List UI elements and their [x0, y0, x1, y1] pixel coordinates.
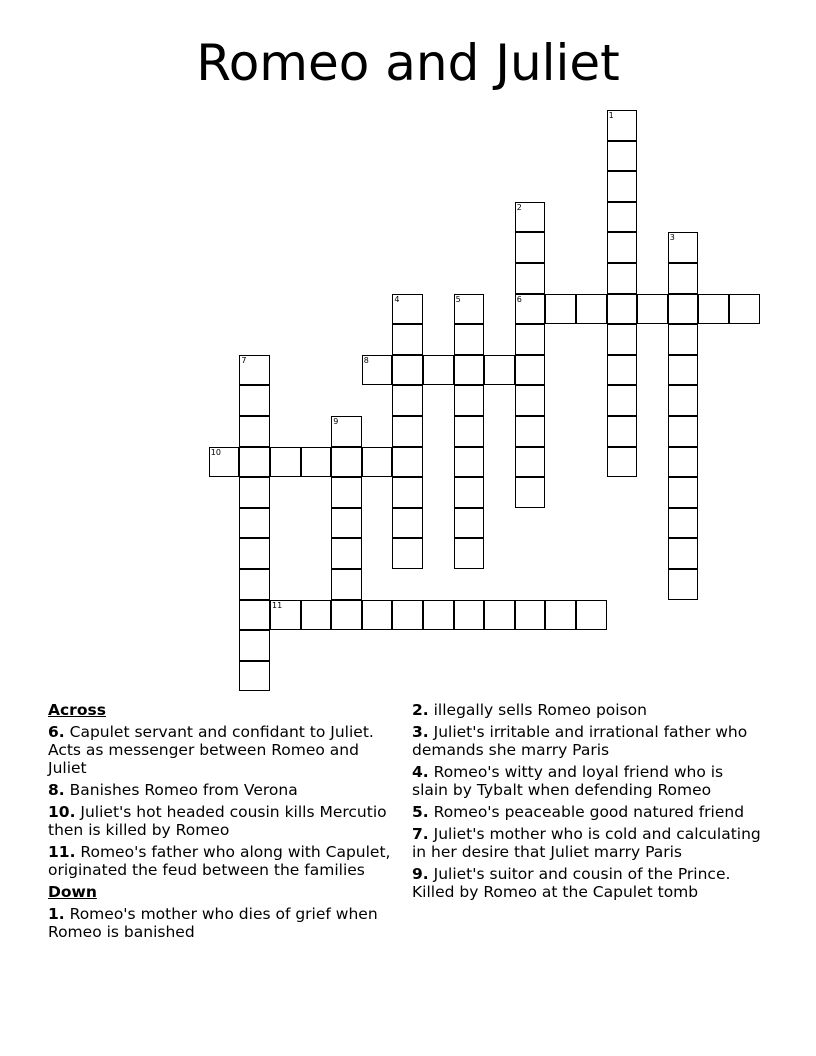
grid-cell[interactable] — [607, 171, 638, 202]
grid-cell[interactable] — [239, 385, 270, 416]
grid-cell[interactable] — [576, 600, 607, 631]
down-clue-list-right — [412, 701, 762, 901]
grid-cell[interactable] — [607, 141, 638, 172]
grid-cell[interactable] — [515, 447, 546, 478]
clue-number-label: 9 — [333, 417, 339, 426]
puzzle-title: Romeo and Juliet — [196, 34, 620, 92]
grid-cell[interactable] — [668, 538, 699, 569]
grid-cell[interactable] — [607, 447, 638, 478]
grid-cell[interactable] — [239, 661, 270, 692]
clue-number-label: 1 — [608, 111, 614, 120]
grid-cell[interactable] — [331, 477, 362, 508]
clue-item — [48, 905, 398, 941]
across-clue-list — [48, 723, 398, 879]
grid-cell[interactable] — [454, 600, 485, 631]
grid-cell[interactable] — [454, 477, 485, 508]
clue-number-label: 5 — [455, 294, 461, 304]
grid-cell[interactable] — [239, 508, 270, 539]
clue-number-label: 6 — [516, 294, 522, 304]
clue-item — [48, 803, 398, 839]
clue-item — [412, 865, 762, 901]
clue-number: 9. — [412, 865, 429, 883]
grid-cell[interactable] — [331, 538, 362, 569]
clue-item — [412, 723, 762, 759]
grid-cell[interactable] — [331, 508, 362, 539]
clues-right-column — [412, 701, 762, 905]
grid-cell[interactable] — [515, 355, 546, 386]
grid-cell[interactable] — [239, 447, 270, 478]
grid-cell[interactable] — [668, 232, 699, 263]
grid-cell[interactable] — [301, 600, 332, 631]
grid-cell[interactable] — [484, 600, 515, 631]
grid-cell[interactable] — [607, 324, 638, 355]
clue-item — [48, 781, 398, 799]
grid-cell[interactable] — [637, 294, 668, 325]
clue-text: Romeo's mother who dies of grief when Romeo is banished — [48, 905, 378, 941]
clue-item — [412, 701, 762, 719]
clue-number-label: 4 — [394, 294, 400, 304]
clue-number: 4. — [412, 763, 429, 781]
grid-cell[interactable] — [668, 569, 699, 600]
grid-cell[interactable] — [515, 294, 546, 325]
grid-cell[interactable] — [331, 569, 362, 600]
clue-text: Romeo's peaceable good natured friend — [433, 803, 745, 821]
grid-cell[interactable] — [668, 477, 699, 508]
clue-number: 2. — [412, 701, 429, 719]
grid-cell[interactable] — [515, 202, 546, 233]
clue-number: 8. — [48, 781, 65, 799]
grid-cell[interactable] — [515, 263, 546, 294]
grid-cell[interactable] — [454, 324, 485, 355]
grid-cell[interactable] — [239, 416, 270, 447]
grid-cell[interactable] — [668, 385, 699, 416]
clue-number-label: 10 — [210, 447, 221, 457]
grid-cell[interactable] — [576, 294, 607, 325]
grid-cell[interactable] — [454, 416, 485, 447]
grid-cell[interactable] — [301, 447, 332, 478]
grid-cell[interactable] — [607, 355, 638, 386]
grid-cell[interactable] — [392, 447, 423, 478]
clue-text: Juliet's irritable and irrational father who demands she marry Paris — [412, 723, 748, 759]
grid-cell[interactable] — [331, 447, 362, 478]
grid-cell[interactable] — [270, 447, 301, 478]
grid-cell[interactable] — [423, 600, 454, 631]
grid-cell[interactable] — [607, 385, 638, 416]
grid-cell[interactable] — [454, 385, 485, 416]
grid-cell[interactable] — [607, 202, 638, 233]
clue-item — [48, 843, 398, 879]
grid-cell[interactable] — [362, 600, 393, 631]
grid-cell[interactable] — [239, 569, 270, 600]
grid-cell[interactable] — [392, 538, 423, 569]
grid-cell[interactable] — [545, 294, 576, 325]
down-clue-list-left — [48, 905, 398, 941]
clue-number: 5. — [412, 803, 429, 821]
grid-cell[interactable] — [239, 477, 270, 508]
grid-cell[interactable] — [545, 600, 576, 631]
grid-cell[interactable] — [331, 416, 362, 447]
clue-number-label: 11 — [272, 600, 283, 610]
grid-cell[interactable] — [668, 263, 699, 294]
grid-cell[interactable] — [607, 110, 638, 141]
grid-cell[interactable] — [270, 600, 301, 631]
clue-item — [412, 803, 762, 821]
grid-cell[interactable] — [515, 324, 546, 355]
grid-cell[interactable] — [239, 355, 270, 386]
clue-item — [48, 723, 398, 777]
clue-number: 1. — [48, 905, 65, 923]
grid-cell[interactable] — [515, 232, 546, 263]
clues-left-column — [48, 701, 398, 945]
grid-cell[interactable] — [239, 630, 270, 661]
clue-text: Romeo's father who along with Capulet, originated the feud between the families — [48, 843, 391, 879]
grid-cell[interactable] — [392, 508, 423, 539]
clue-number: 7. — [412, 825, 429, 843]
clue-text: Juliet's hot headed cousin kills Mercutio then is killed by Romeo — [48, 803, 387, 839]
grid-cell[interactable] — [729, 294, 760, 325]
grid-cell[interactable] — [392, 477, 423, 508]
grid-cell[interactable] — [362, 447, 393, 478]
grid-cell[interactable] — [454, 447, 485, 478]
grid-cell[interactable] — [392, 385, 423, 416]
grid-cell[interactable] — [668, 324, 699, 355]
grid-cell[interactable] — [392, 294, 423, 325]
grid-cell[interactable] — [698, 294, 729, 325]
grid-cell[interactable] — [454, 355, 485, 386]
grid-cell[interactable] — [362, 355, 393, 386]
grid-cell[interactable] — [454, 538, 485, 569]
grid-cell[interactable] — [454, 294, 485, 325]
grid-cell[interactable] — [392, 416, 423, 447]
down-heading: Down — [48, 883, 97, 901]
grid-cell[interactable] — [239, 600, 270, 631]
grid-cell[interactable] — [515, 385, 546, 416]
clue-number: 11. — [48, 843, 76, 861]
grid-cell[interactable] — [668, 416, 699, 447]
grid-cell[interactable] — [392, 600, 423, 631]
grid-cell[interactable] — [607, 232, 638, 263]
clue-number: 10. — [48, 803, 76, 821]
grid-cell[interactable] — [239, 538, 270, 569]
clue-number-label: 2 — [516, 202, 522, 212]
grid-cell[interactable] — [607, 294, 638, 325]
grid-cell[interactable] — [423, 355, 454, 386]
grid-cell[interactable] — [484, 355, 515, 386]
clue-text: Romeo's witty and loyal friend who is slain by Tybalt when defending Romeo — [412, 763, 724, 799]
grid-cell[interactable] — [331, 600, 362, 631]
clue-number: 6. — [48, 723, 65, 741]
grid-cell[interactable] — [209, 447, 240, 478]
grid-cell[interactable] — [515, 416, 546, 447]
clue-number-label: 8 — [363, 355, 369, 365]
grid-cell[interactable] — [668, 355, 699, 386]
grid-cell[interactable] — [668, 508, 699, 539]
clue-item — [412, 763, 762, 799]
grid-cell[interactable] — [607, 416, 638, 447]
grid-cell[interactable] — [392, 324, 423, 355]
clue-text: illegally sells Romeo poison — [433, 701, 647, 719]
clue-text: Juliet's suitor and cousin of the Prince. Killed by Romeo at the Capulet tomb — [412, 865, 731, 901]
clue-text: Banishes Romeo from Verona — [69, 781, 298, 799]
grid-cell[interactable] — [668, 447, 699, 478]
grid-cell[interactable] — [392, 355, 423, 386]
clue-text: Capulet servant and confidant to Juliet. Acts as messenger between Romeo and Juliet — [48, 723, 374, 777]
grid-cell[interactable] — [668, 294, 699, 325]
clue-number: 3. — [412, 723, 429, 741]
clue-text: Juliet's mother who is cold and calculating in her desire that Juliet marry Paris — [412, 825, 761, 861]
grid-cell[interactable] — [515, 477, 546, 508]
clue-number-label: 3 — [669, 233, 675, 243]
clue-number-label: 7 — [241, 355, 247, 365]
grid-cell[interactable] — [454, 508, 485, 539]
across-heading: Across — [48, 701, 106, 719]
grid-cell[interactable] — [515, 600, 546, 631]
grid-cell[interactable] — [607, 263, 638, 294]
clue-item — [412, 825, 762, 861]
